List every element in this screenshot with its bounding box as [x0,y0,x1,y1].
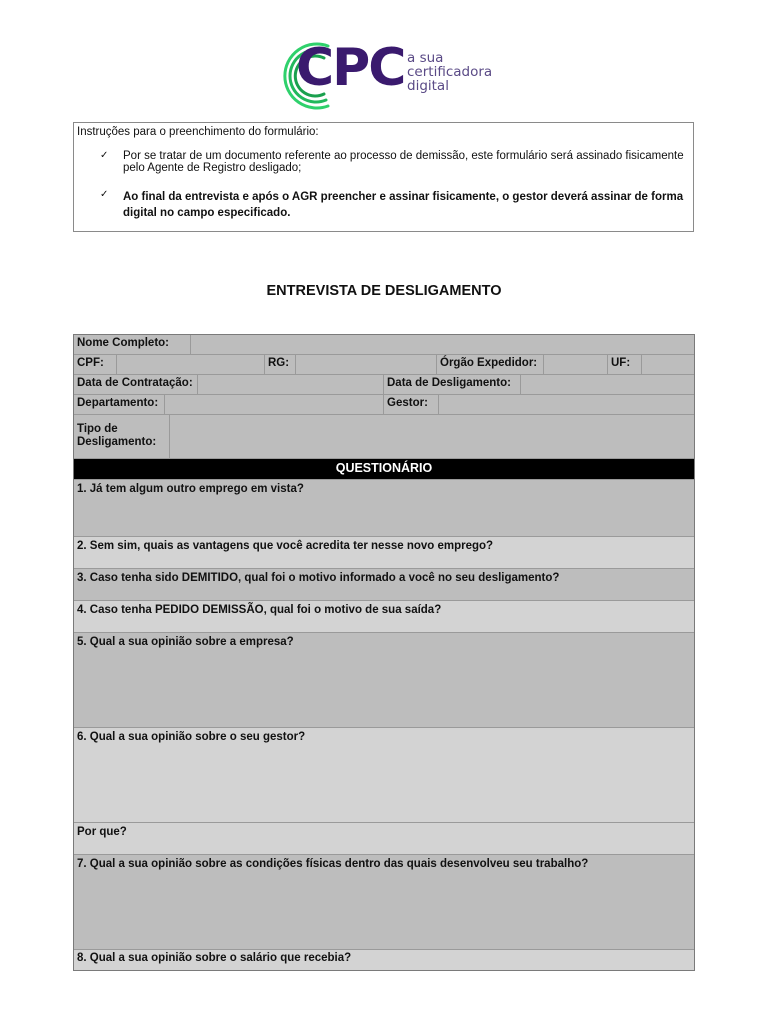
questionario-header: QUESTIONÁRIO [74,459,694,480]
question-5[interactable]: 5. Qual a sua opinião sobre a empresa? [74,633,694,728]
cpf-field[interactable] [117,355,265,374]
instruction-text: Ao final da entrevista e após o AGR preencher e assinar fisicamente, o gestor deverá assinar de forma digital no campo especificado. [123,191,684,219]
checkmark-icon: ✓ [100,150,109,161]
form-row-departamento [74,395,694,415]
rg-label: RG: [265,355,296,374]
question-6[interactable]: 6. Qual a sua opinião sobre o seu gestor? [74,728,694,823]
tipo-field[interactable] [170,415,694,458]
cpf-label: CPF: [74,355,117,374]
question-7[interactable]: 7. Qual a sua opinião sobre as condições físicas dentro das quais desenvolveu seu trabalho? [74,855,694,950]
question-1[interactable]: 1. Já tem algum outro emprego em vista? [74,480,694,537]
contratacao-label: Data de Contratação: [74,375,198,394]
tipo-label: Tipo de Desligamento: [74,415,170,458]
gestor-field[interactable] [439,395,694,414]
instruction-text: Por se tratar de um documento referente ao processo de demissão, este formulário será assinado fisicamente pelo Agente de Registro desligado; [123,150,684,174]
question-3[interactable]: 3. Caso tenha sido DEMITIDO, qual foi o motivo informado a você no seu desligamento? [74,569,694,601]
desligamento-label: Data de Desligamento: [384,375,521,394]
form-row-tipo [74,415,694,459]
form-row-nome [74,335,694,355]
question-4[interactable]: 4. Caso tenha PEDIDO DEMISSÃO, qual foi o motivo de sua saída? [74,601,694,633]
instructions-box [73,122,694,232]
departamento-label: Departamento: [74,395,165,414]
gestor-label: Gestor: [384,395,439,414]
interview-form [73,334,695,971]
orgao-label: Órgão Expedidor: [437,355,544,374]
question-8[interactable]: 8. Qual a sua opinião sobre o salário que recebia? [74,950,694,970]
checkmark-icon: ✓ [100,189,109,200]
nome-label: Nome Completo: [74,335,191,354]
form-row-datas [74,375,694,395]
question-por-que[interactable]: Por que? [74,823,694,855]
rg-field[interactable] [296,355,437,374]
uf-label: UF: [608,355,642,374]
contratacao-field[interactable] [198,375,384,394]
form-title: ENTREVISTA DE DESLIGAMENTO [266,283,502,299]
logo-tagline [407,51,492,93]
orgao-field[interactable] [544,355,608,374]
logo-tagline-line: digital [407,78,449,94]
uf-field[interactable] [642,355,694,374]
instructions-title: Instruções para o preenchimento do formulário: [77,126,319,138]
question-2[interactable]: 2. Sem sim, quais as vantagens que você acredita ter nesse novo emprego? [74,537,694,569]
logo-tagline-line: certificadora [407,64,493,80]
form-row-docs [74,355,694,375]
desligamento-field[interactable] [521,375,694,394]
departamento-field[interactable] [165,395,384,414]
logo-tagline-line: a sua [407,50,444,66]
nome-field[interactable] [191,335,694,354]
logo-wordmark: CPC [296,38,405,98]
